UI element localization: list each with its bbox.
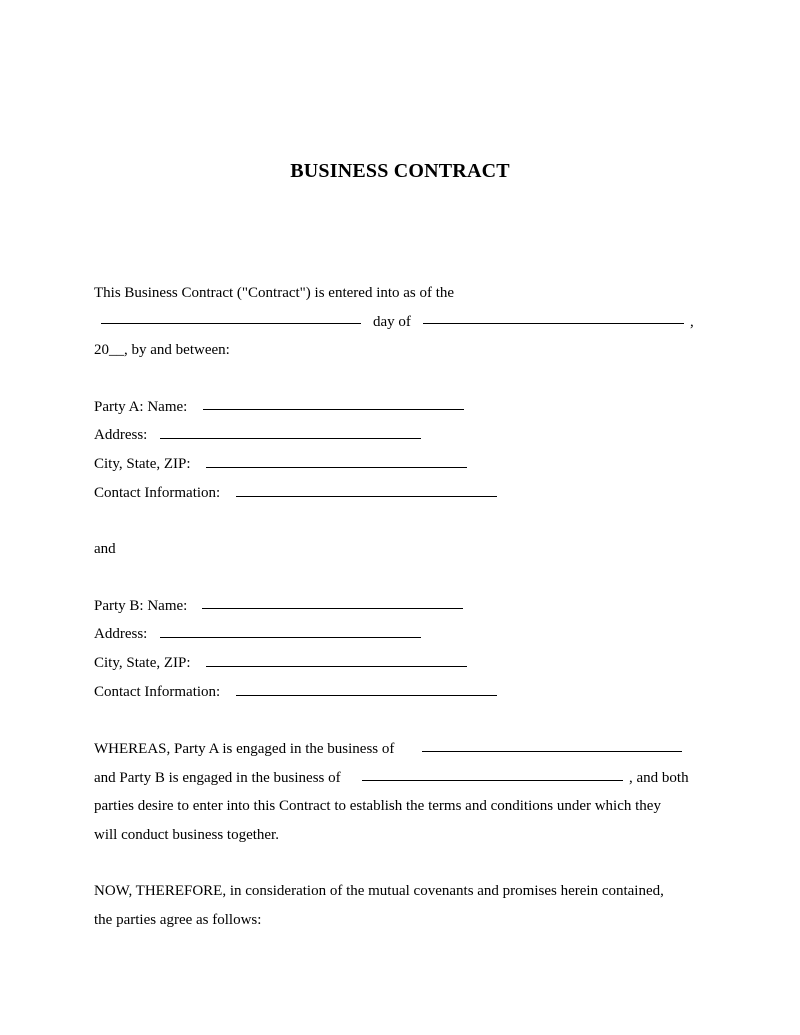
whereas-line-1: WHEREAS, Party A is engaged in the business of bbox=[94, 741, 395, 757]
party-b-city-label: City, State, ZIP: bbox=[94, 655, 191, 671]
party-a-city-field[interactable] bbox=[206, 467, 467, 468]
party-b-name-field[interactable] bbox=[202, 608, 463, 609]
whereas-line-3: parties desire to enter into this Contract to establish the terms and conditions under which they bbox=[94, 798, 661, 814]
and-text: and bbox=[94, 541, 116, 557]
party-b-business-field[interactable] bbox=[362, 780, 623, 781]
party-a-name-label: Party A: Name: bbox=[94, 399, 188, 415]
whereas-line-2-end: , and both bbox=[629, 770, 689, 786]
party-b-name-label: Party B: Name: bbox=[94, 598, 188, 614]
party-a-contact-field[interactable] bbox=[236, 496, 497, 497]
date-day-field[interactable] bbox=[101, 323, 361, 324]
now-therefore-line-1: NOW, THEREFORE, in consideration of the mutual covenants and promises herein contained, bbox=[94, 883, 664, 899]
party-b-address-field[interactable] bbox=[160, 637, 421, 638]
party-b-address-label: Address: bbox=[94, 626, 148, 642]
year-text: 20__, by and between: bbox=[94, 342, 230, 358]
day-of-label: day of bbox=[373, 314, 411, 330]
now-therefore-line-2: the parties agree as follows: bbox=[94, 912, 262, 928]
party-b-contact-label: Contact Information: bbox=[94, 684, 221, 700]
party-a-address-field[interactable] bbox=[160, 438, 421, 439]
document-title: BUSINESS CONTRACT bbox=[290, 160, 510, 182]
party-b-city-field[interactable] bbox=[206, 666, 467, 667]
date-month-field[interactable] bbox=[423, 323, 684, 324]
intro-text: This Business Contract ("Contract") is entered into as of the bbox=[94, 285, 455, 301]
party-a-address-label: Address: bbox=[94, 427, 148, 443]
party-a-business-field[interactable] bbox=[422, 751, 682, 752]
party-a-contact-label: Contact Information: bbox=[94, 485, 221, 501]
party-a-name-field[interactable] bbox=[203, 409, 464, 410]
party-a-city-label: City, State, ZIP: bbox=[94, 456, 191, 472]
whereas-line-4: will conduct business together. bbox=[94, 827, 279, 843]
party-b-contact-field[interactable] bbox=[236, 695, 497, 696]
date-comma: , bbox=[690, 314, 694, 330]
whereas-line-2: and Party B is engaged in the business of bbox=[94, 770, 341, 786]
